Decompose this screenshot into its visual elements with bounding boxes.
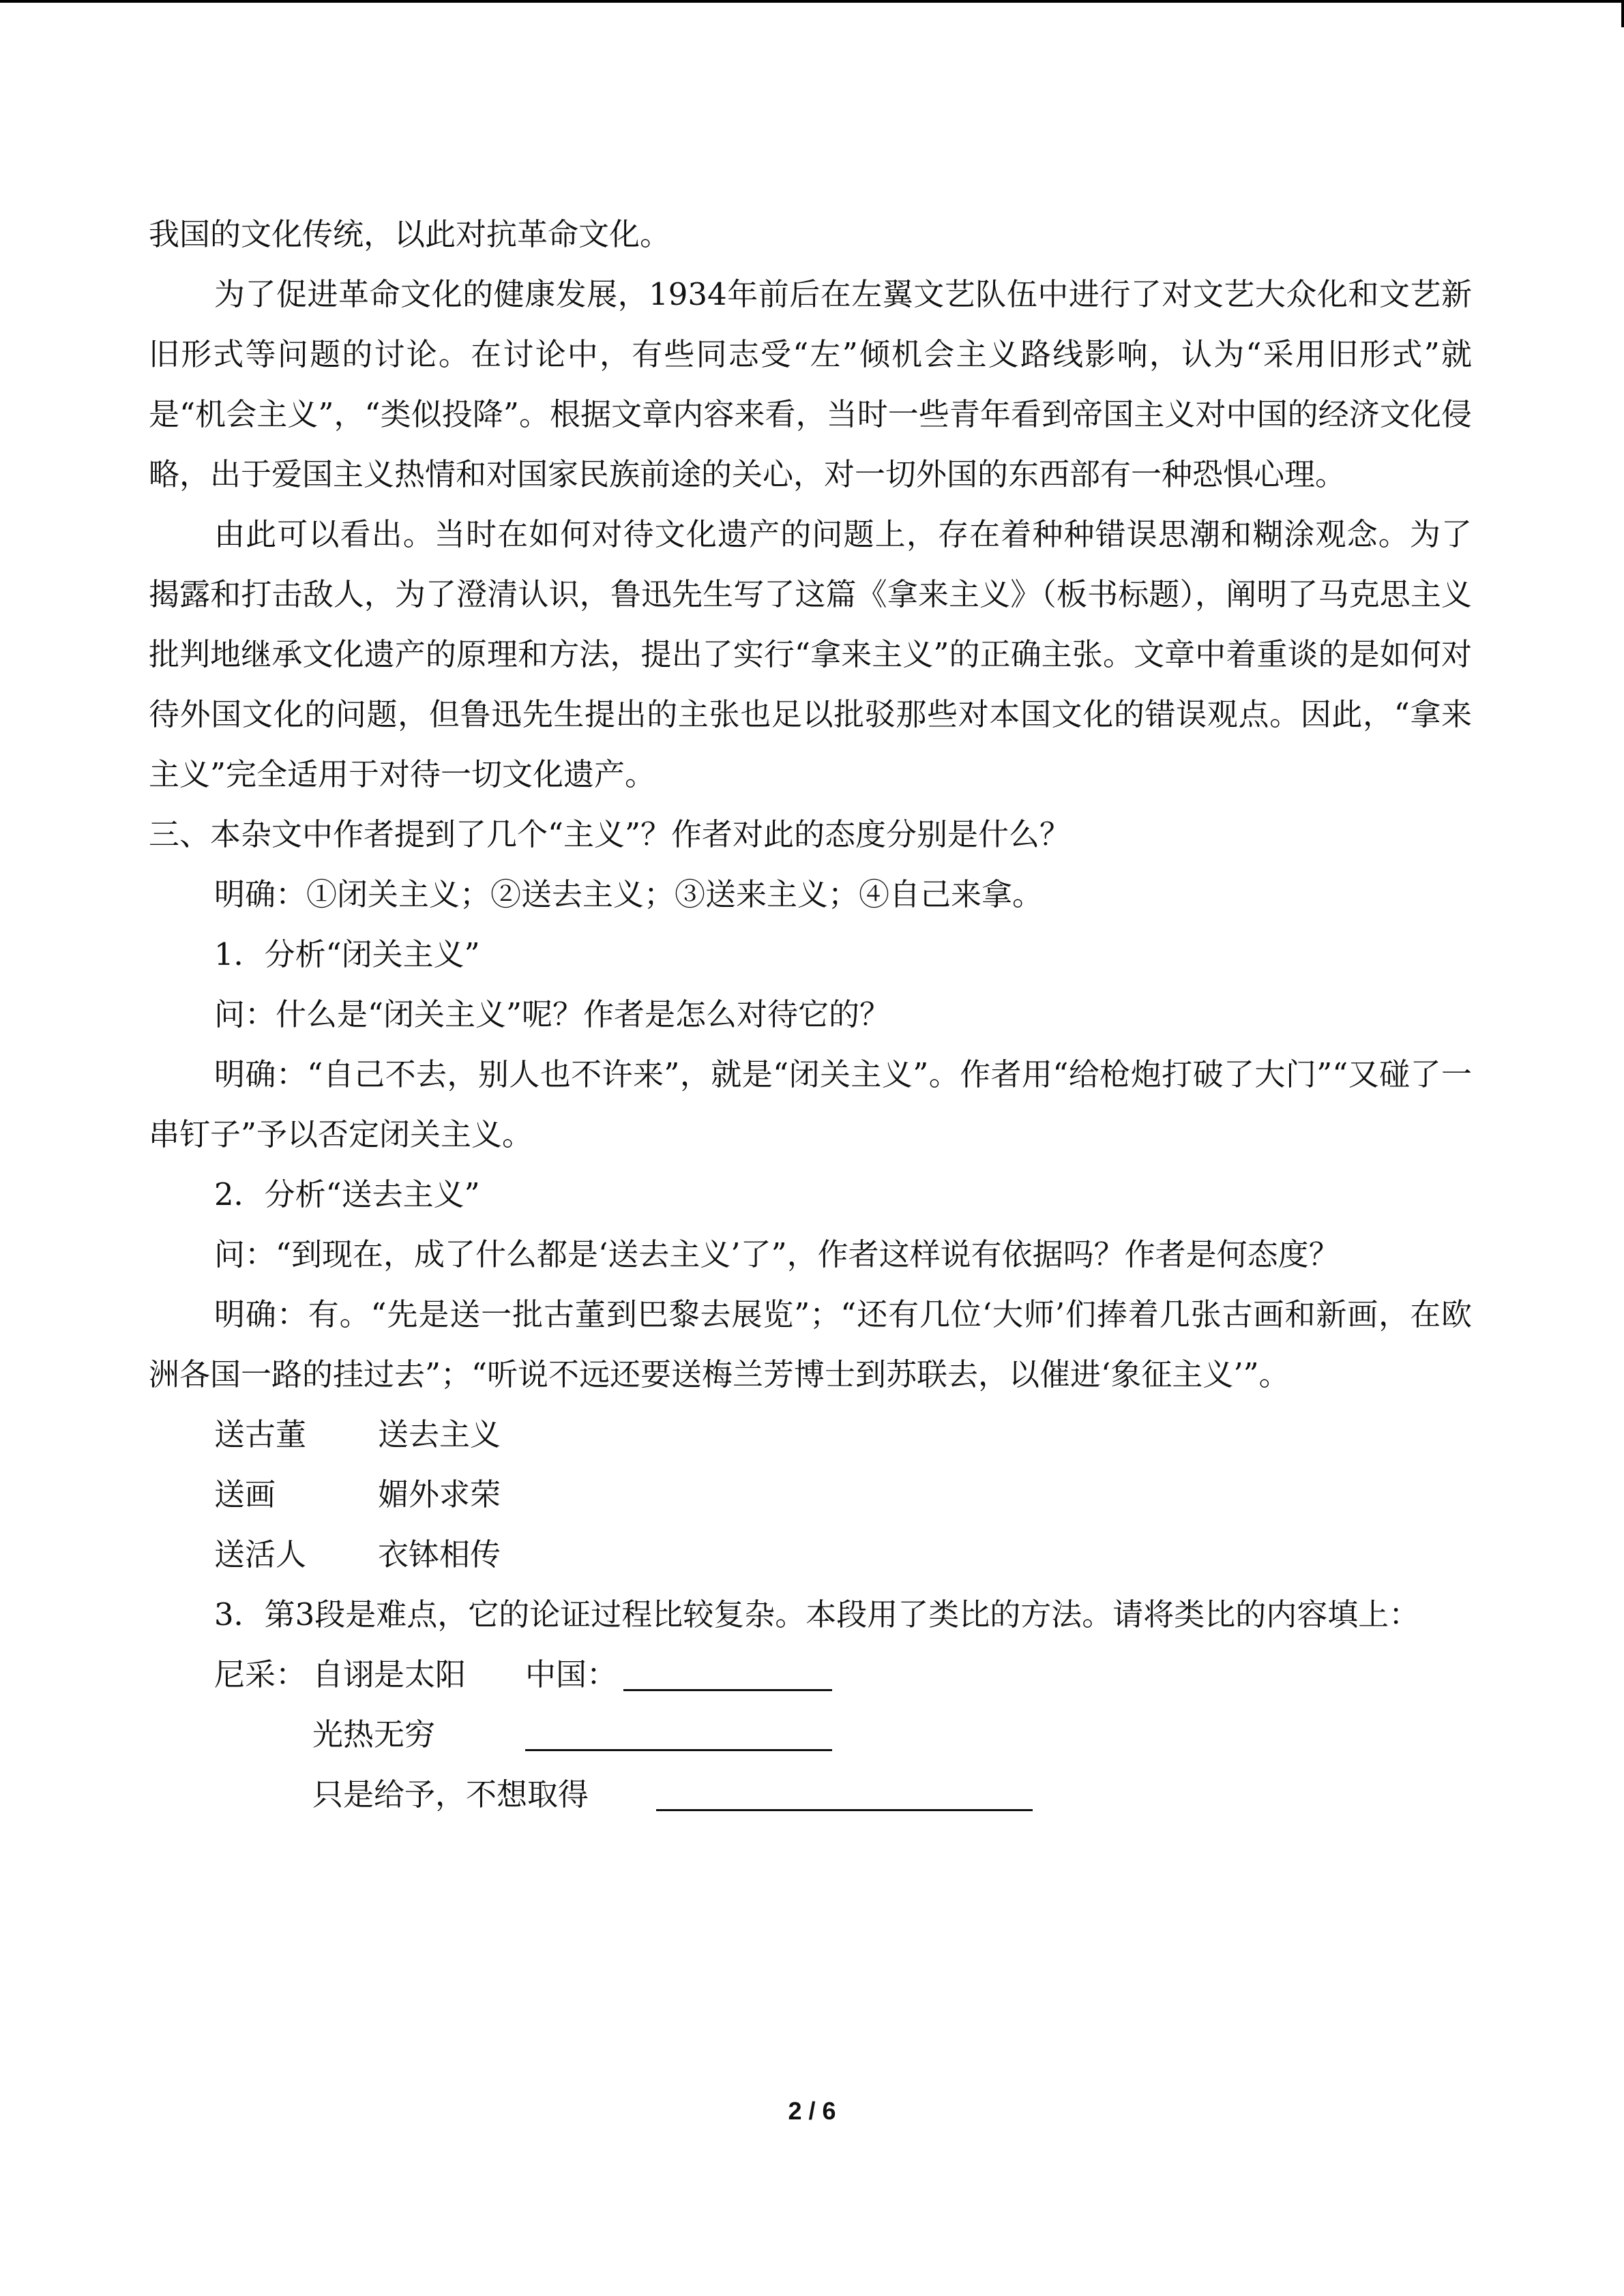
section-2-title: 2．分析“送去主义” (214, 1176, 480, 1212)
analogy-row-1 (149, 1645, 1472, 1705)
fill-blank-1[interactable] (623, 1652, 832, 1691)
pair-left: 送画 (214, 1476, 276, 1512)
nietzsche-label: 尼采： (214, 1656, 307, 1693)
analogy-item-1: 自诩是太阳 (312, 1656, 467, 1693)
section-1-question: 问：什么是“闭关主义”呢？作者是怎么对待它的？ (214, 996, 891, 1032)
paragraph-conclusion: 由此可以看出。当时在如何对待文化遗产的问题上，存在着种种错误思潮和糊涂观念。为了揭露和打击敌人，为了澄清认识，鲁迅先生写了这篇《拿来主义》（板书标题），阐明了马克思主义批判地继承文化遗产的原理和方法，提出了实行“拿来主义”的正确主张。文章中着重谈的是如何对待外国文化的问题，但鲁迅先生提出的主张也足以批驳那些对本国文化的错误观点。因此，“拿来主义”完全适用于对待一切文化遗产。 (149, 516, 1472, 792)
pair-right: 衣钵相传 (378, 1536, 501, 1572)
pair-row (149, 1465, 1472, 1525)
pair-right: 媚外求荣 (378, 1476, 501, 1512)
document-body (149, 205, 1472, 1825)
pair-left: 送活人 (214, 1536, 307, 1572)
fill-blank-3[interactable] (656, 1772, 1033, 1811)
pair-row (149, 1525, 1472, 1585)
page-top-border (0, 0, 1624, 3)
section-3-title: 3．第3段是难点，它的论证过程比较复杂。本段用了类比的方法。请将类比的内容填上： (214, 1596, 1420, 1632)
fill-blank-2[interactable] (525, 1712, 832, 1751)
section-2-question: 问：“到现在，成了什么都是‘送去主义’了”，作者这样说有依据吗？作者是何态度？ (214, 1236, 1340, 1272)
china-label: 中国： (525, 1656, 618, 1693)
analogy-item-3: 只是给予，不想取得 (312, 1776, 589, 1813)
analogy-item-2: 光热无穷 (312, 1716, 436, 1753)
pair-right: 送去主义 (378, 1416, 501, 1452)
section-1-title: 1．分析“闭关主义” (214, 936, 480, 972)
paragraph-continuation: 我国的文化传统，以此对抗革命文化。 (149, 216, 671, 252)
pair-left: 送古董 (214, 1416, 307, 1452)
paragraph-background: 为了促进革命文化的健康发展，1934年前后在左翼文艺队伍中进行了对文艺大众化和文艺新旧形式等问题的讨论。在讨论中，有些同志受“左”倾机会主义路线影响，认为“采用旧形式”就是“机会主义”，“类似投降”。根据文章内容来看，当时一些青年看到帝国主义对中国的经济文化侵略，出于爱国主义热情和对国家民族前途的关心，对一切外国的东西部有一种恐惧心理。 (149, 276, 1472, 492)
answer-three: 明确：①闭关主义；②送去主义；③送来主义；④自己来拿。 (214, 876, 1044, 912)
page-right-border (1621, 0, 1624, 27)
pair-row (149, 1405, 1472, 1465)
question-three: 三、本杂文中作者提到了几个“主义”？作者对此的态度分别是什么？ (149, 816, 1071, 852)
page-number: 2 / 6 (788, 2097, 836, 2125)
analogy-row-3 (149, 1765, 1472, 1825)
analogy-row-2 (149, 1705, 1472, 1765)
section-1-answer: 明确：“自己不去，别人也不许来”，就是“闭关主义”。作者用“给枪炮打破了大门”“又碰了一串钉子”予以否定闭关主义。 (149, 1056, 1472, 1152)
section-2-answer: 明确：有。“先是送一批古董到巴黎去展览”；“还有几位‘大师’们捧着几张古画和新画，在欧洲各国一路的挂过去”；“听说不远还要送梅兰芳博士到苏联去，以催进‘象征主义’”。 (149, 1296, 1472, 1392)
